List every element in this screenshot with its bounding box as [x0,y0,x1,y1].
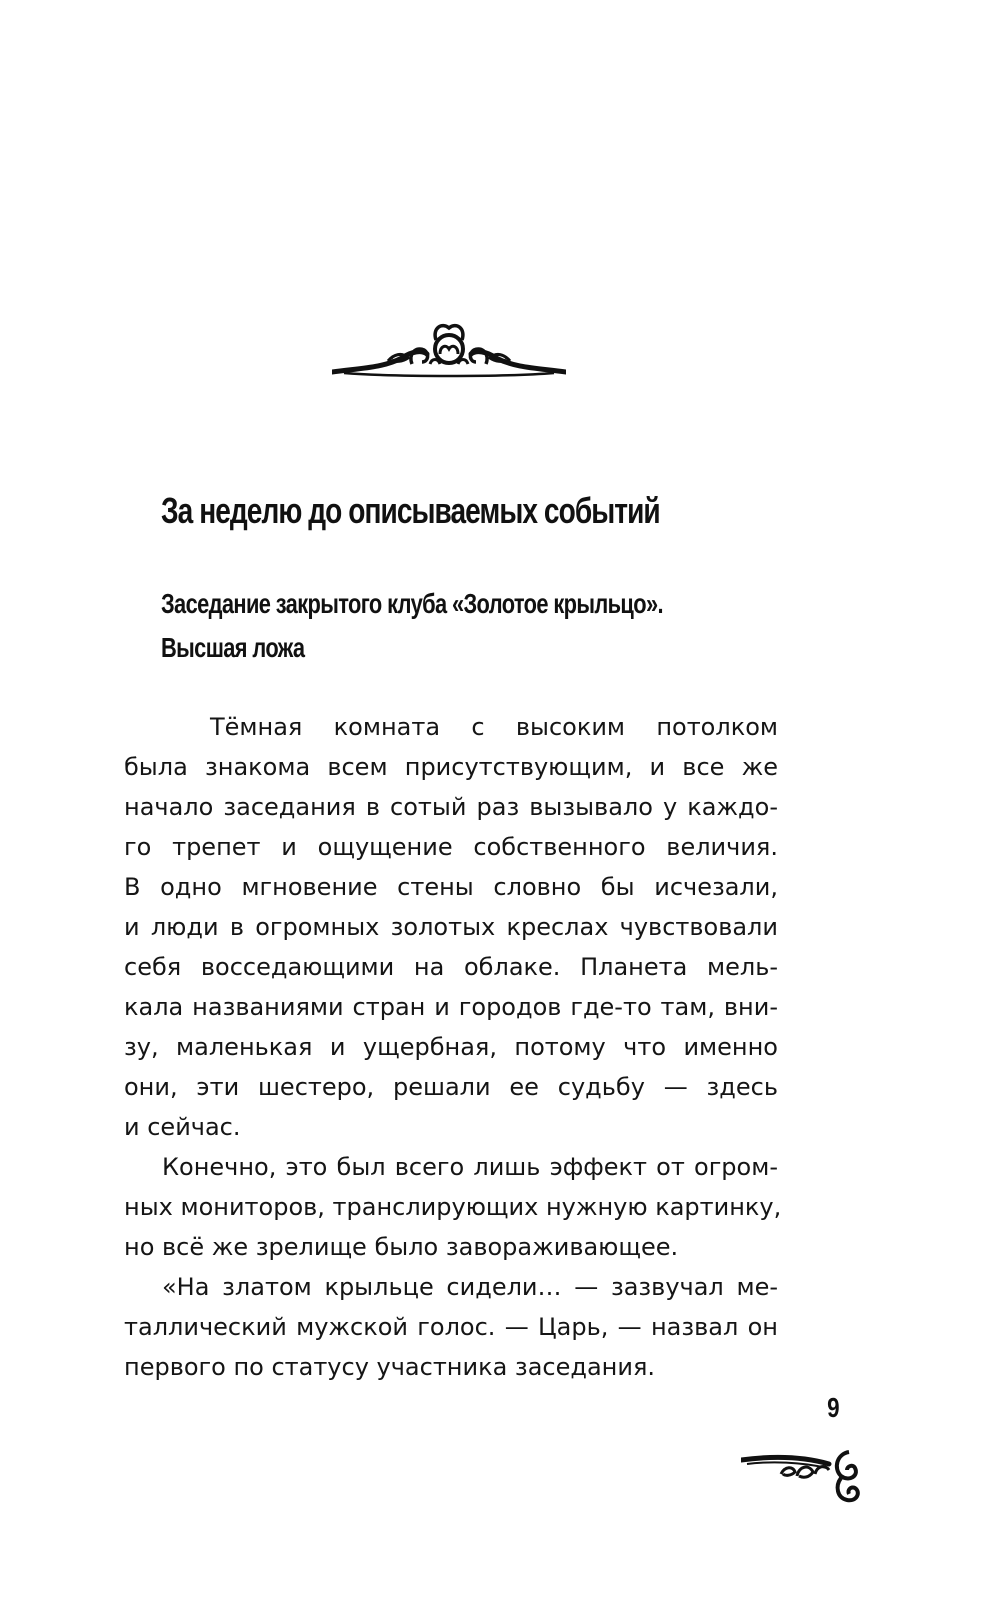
paragraph [124,1267,778,1387]
subtitle-line: Заседание закрытого клуба «Золотое крыльцо». [161,588,663,619]
chapter-subtitle [161,582,663,670]
chapter-title: За неделю до описываемых событий [161,490,660,531]
text-line: зу, маленькая и ущербная, потому что именно [124,1033,778,1061]
text-line: и люди в огромных золотых креслах чувствовали [124,913,778,941]
page-number: 9 [827,1392,840,1423]
paragraph [124,1147,782,1267]
subtitle-line: Высшая ложа [161,632,305,663]
text-line: В одно мгновение стены словно бы исчезали, [124,873,778,901]
text-line: и сейчас. [124,1113,241,1141]
text-line: но всё же зрелище было завораживающее. [124,1233,679,1261]
scroll-flourish-ornament-icon [332,318,566,382]
text-line: Тёмная комната с высоким потолком [210,713,778,741]
text-line: первого по статусу участника заседания. [124,1353,656,1381]
text-line: себя восседающими на облаке. Планета мель- [124,953,778,981]
body-text [124,707,782,1387]
text-line: Конечно, это был всего лишь эффект от огром- [162,1153,778,1181]
text-line: ных мониторов, транслирующих нужную картинку, [124,1193,782,1221]
corner-flourish-ornament-icon [741,1444,869,1504]
text-line: го трепет и ощущение собственного величия. [124,833,778,861]
text-line: начало заседания в сотый раз вызывало у каждо- [124,793,778,821]
text-line: они, эти шестеро, решали ее судьбу — здесь [124,1073,778,1101]
text-line: таллический мужской голос. — Царь, — назвал он [124,1313,778,1341]
paragraph [124,707,778,1147]
text-line: «На златом крыльце сидели… — зазвучал ме- [162,1273,778,1301]
text-line: кала названиями стран и городов где-то там, вни- [124,993,778,1021]
text-line: была знакома всем присутствующим, и все же [124,753,778,781]
